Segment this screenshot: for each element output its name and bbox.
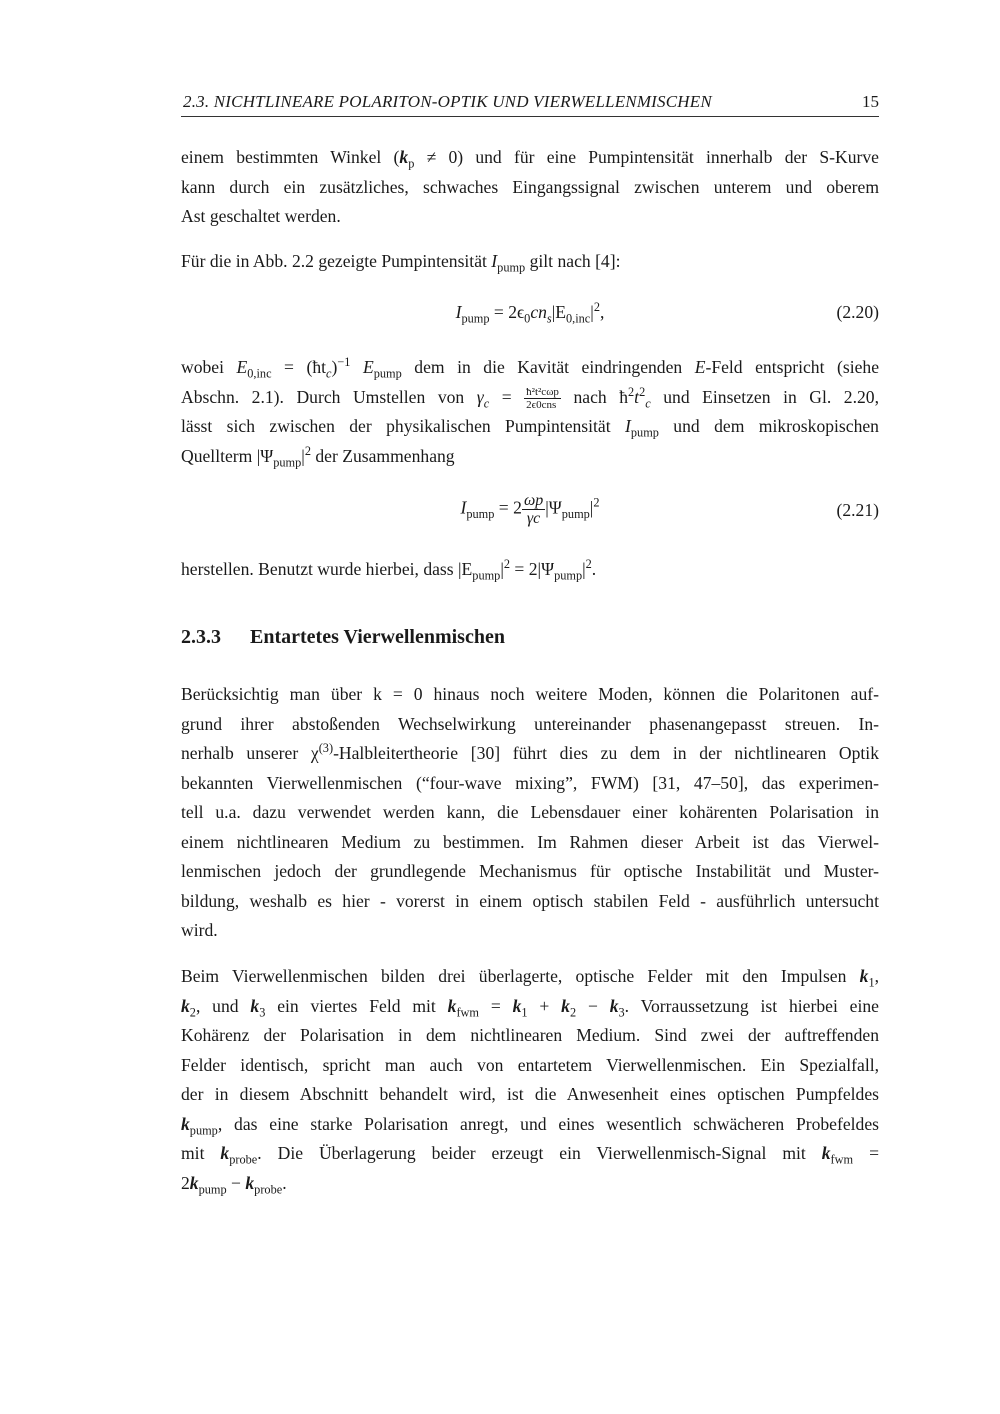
fraction-omega-gamma: $\frac{\omega p}{\gamma c}$ <box>523 492 544 527</box>
equation-2-21-body: $I_{pump} = 2$ $\frac{\omega p}{\gamma c}$ $|\Psi_{pump}|^2$ <box>460 492 600 527</box>
section-title: Entartetes Vierwellenmischen <box>250 626 505 648</box>
paragraph-6: Beim Vierwellenmischen bilden drei überlagerte, optische Felder mit den Impulsen $k_1$, $k_2$, und $k_3$ ein viertes Feld mit $k_{fwm} = k_1 + k_2 - k_3$. Vorraussetzung ist hierbei eine Kohärenz der Polarisation in dem nichtlinearen Medium. Sind zwei der auftreffenden Felder identisch, spricht man auch von entartetem Vierwellenmischen. Ein Spezialfall, der in diesem Abschnitt behandelt wird, ist die Anwesenheit eines optischen Pumpfeldes $k_{pump}$, das eine starke Polarisation anregt, und eines wesentlich schwächeren Probefeldes mit $k_{probe}$. Die Überlagerung beider erzeugt ein Vierwellenmisch-Signal mit $k_{fwm}$ = $2k_{pump} - k_{probe}$. <box>181 966 879 1197</box>
paragraph-1-line-2: kann durch ein zusätzliches, schwaches Eingangssignal zwischen unterem und oberem <box>181 176 879 197</box>
paragraph-1 <box>181 143 879 232</box>
equation-2-20 <box>181 302 879 342</box>
section-heading <box>181 626 879 649</box>
paragraph-1-line-3: Ast geschaltet werden. <box>181 206 341 226</box>
paragraph-5: Berücksichtig man über k = 0 hinaus noch weitere Moden, können die Polaritonen auf- grund ihrer abstoßenden Wechselwirkung untereinander phasenangepasst streuen. In- nerhalb unserer $\chi^{(3)}$-Halbleitertheorie [30] führt dies zu dem in der nichtlinearen Optik bekannten Vierwellenmischen (“four-wave mixing”, FWM) [31, 47–50], das experimen- tell u.a. dazu verwendet werden kann, die Lebensdauer einer kohärenten Polarisation in einem nichtlinearen Medium zu bestimmen. Im Rahmen dieser Arbeit ist das Vierwel- lenmischen jedoch der grundlegende Mechanismus für optische Instabilität und Muster- bildung, weshalb es hier - vorerst in einem optisch stabilen Feld - ausführlich untersucht wird. <box>181 684 879 940</box>
equation-2-21 <box>181 492 879 532</box>
fraction-gamma-c: $\frac{\text{ħ²t²cωp}}{\text{2ϵ0cns}}$ <box>526 385 559 411</box>
equation-2-20-label: (2.20) <box>836 302 879 322</box>
section-number: 2.3.3 <box>181 626 221 648</box>
running-header-title: 2.3. NICHTLINEARE POLARITON-OPTIK UND VIERWELLENMISCHEN <box>183 92 712 111</box>
running-header <box>181 90 879 117</box>
paragraph-3: wobei $E_{0,inc}$ = $(ħt_c)^{-1}$ $E_{pump}$ dem in die Kavität eindringenden E-Feld entspricht (siehe Abschn. 2.1). Durch Umstellen von $\gamma_c$ = $\frac{\text{ħ²t²cωp}}{\text{2ϵ0cns}}$ nach $ħ^2t^2_c$ und Einsetzen in Gl. 2.20, lässt sich zwischen der physikalischen Pumpintensität $I_{pump}$ und dem mikroskopischen Quellterm $|\Psi_{pump}|^2$ der Zusammenhang <box>181 355 880 470</box>
paragraph-4: herstellen. Benutzt wurde hierbei, dass $|E_{pump}|^2 = 2|\Psi_{pump}|^2$. <box>181 557 597 583</box>
paragraph-2: Für die in Abb. 2.2 gezeigte Pumpintensität $I_{pump}$ gilt nach [4]: <box>181 251 621 275</box>
equation-2-20-body: $I_{pump} = 2\epsilon_0cn_s|E_{0,inc}|^2$, <box>455 300 605 326</box>
equation-2-21-label: (2.21) <box>836 500 879 520</box>
paragraph-1-line-1: einem bestimmten Winkel $(k_p \ne 0)$ und für eine Pumpintensität innerhalb der S-Kurve <box>181 147 879 171</box>
page-number: 15 <box>862 92 879 111</box>
